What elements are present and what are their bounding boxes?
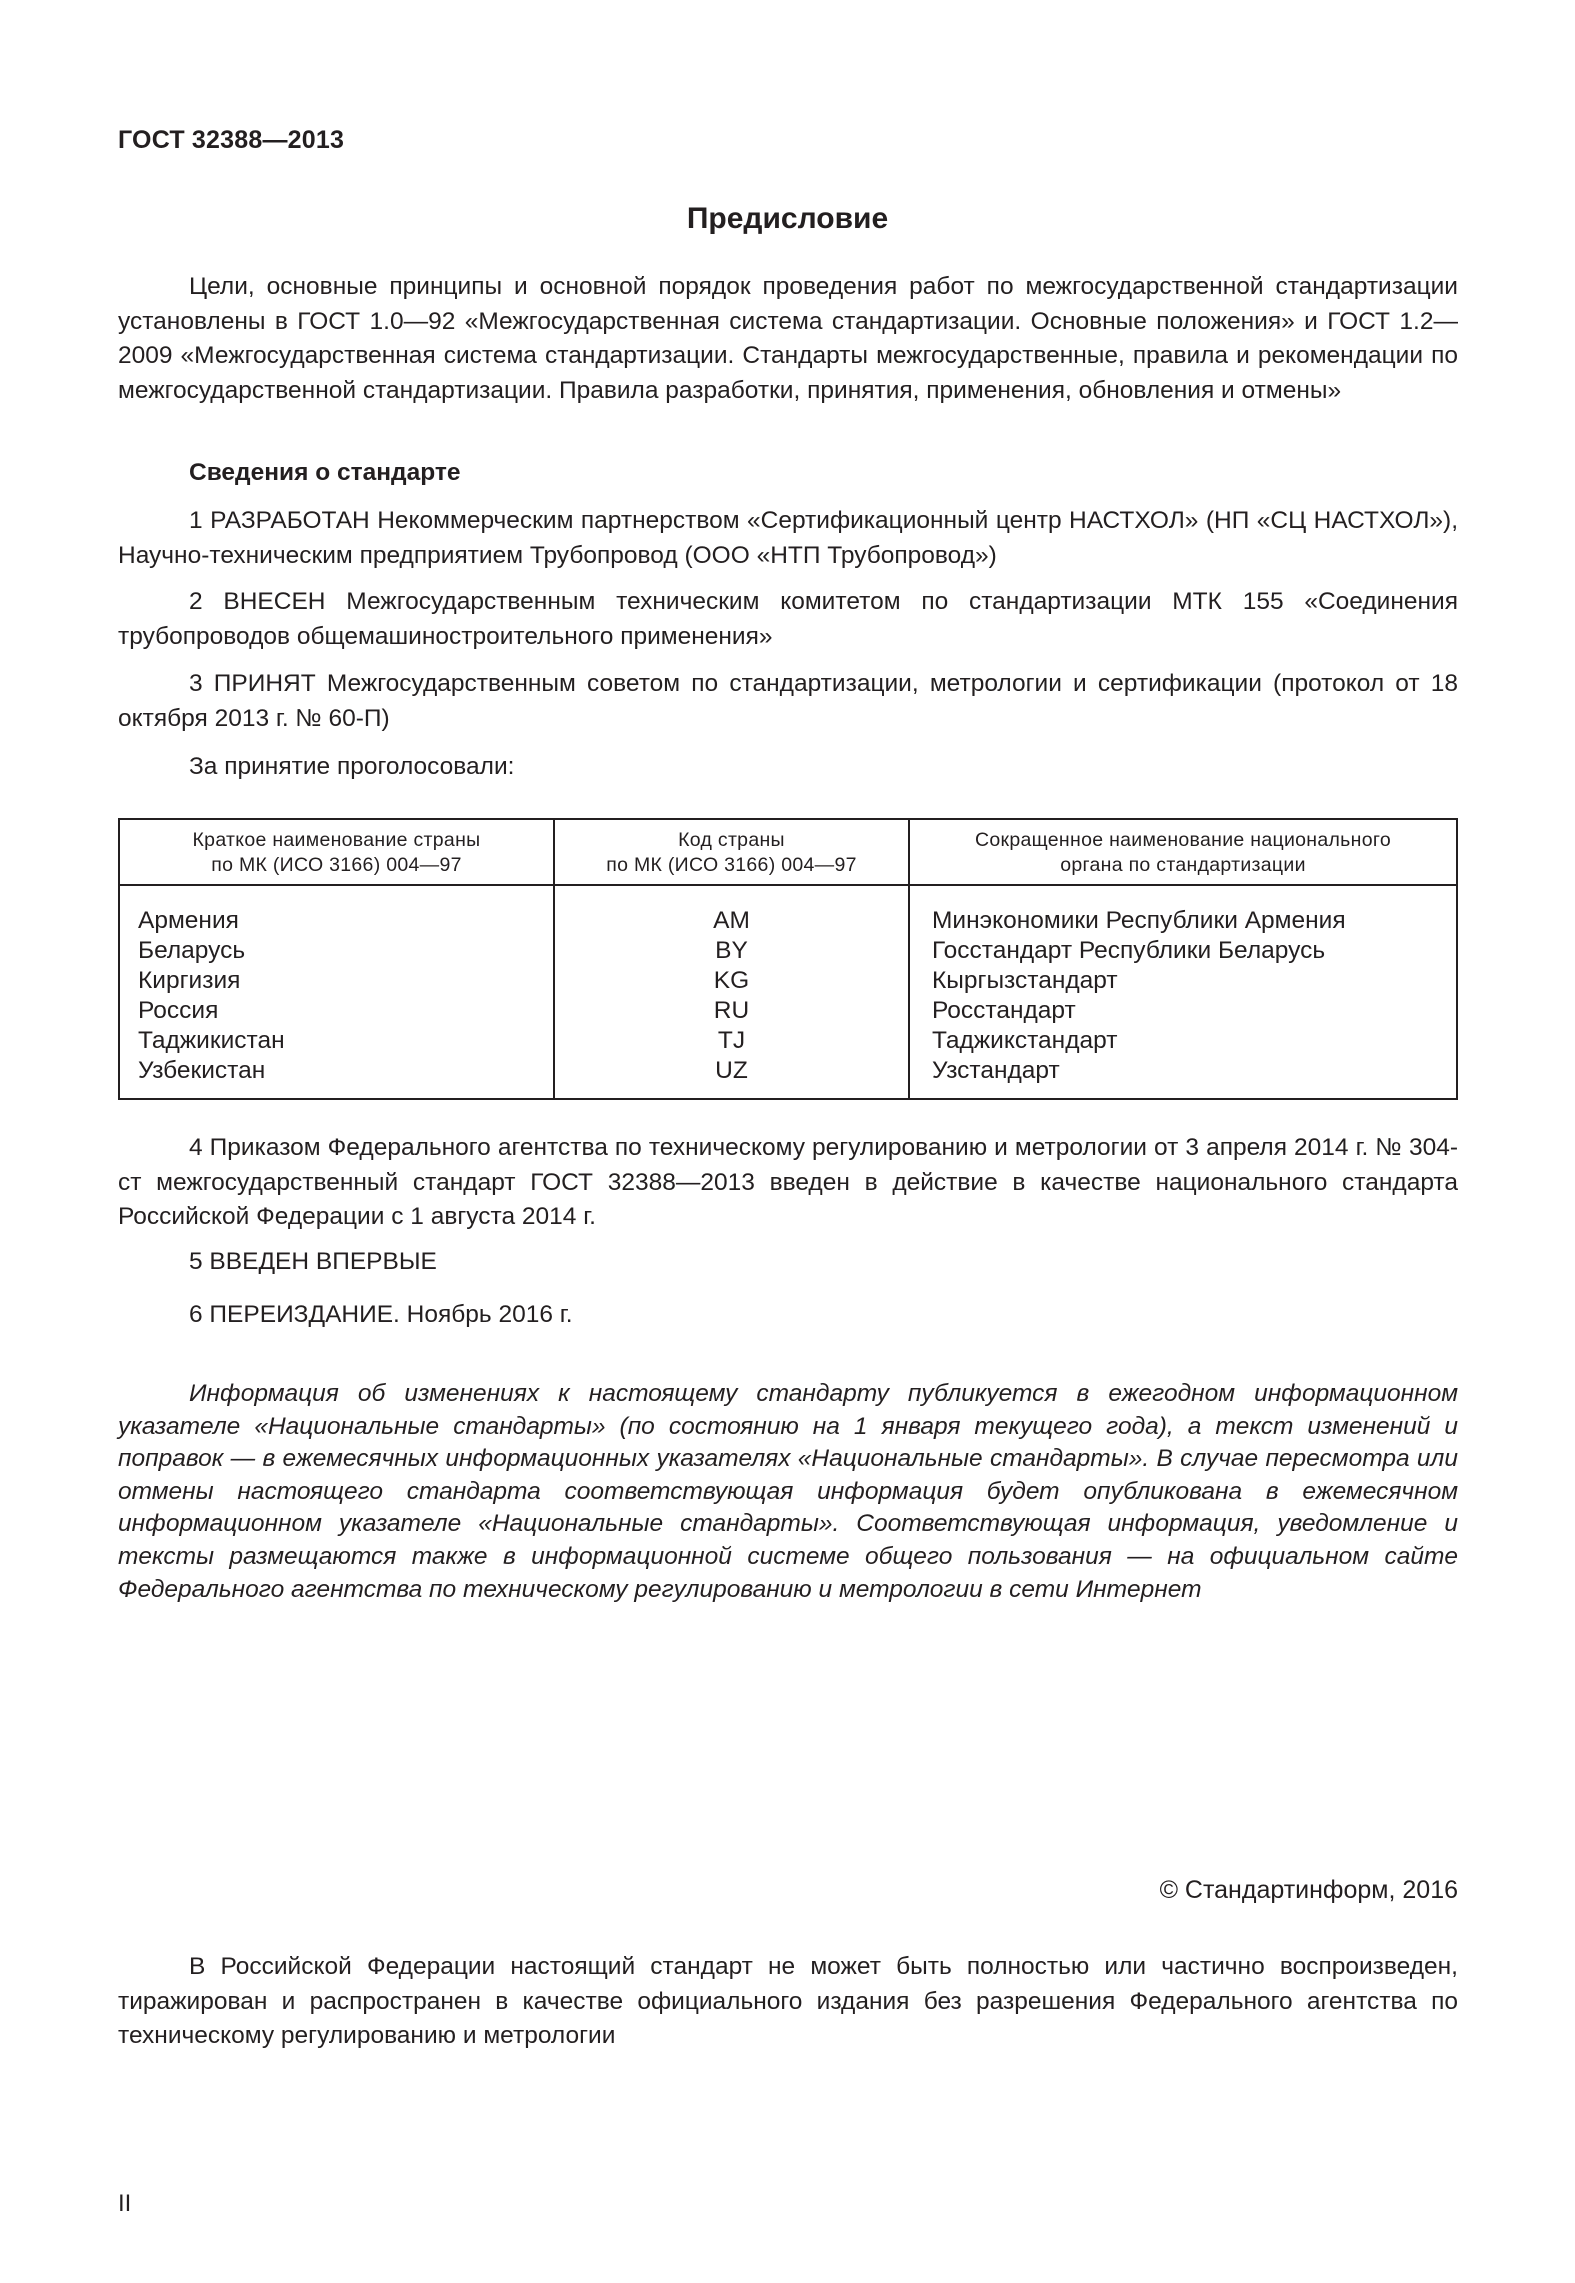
table-cell-country: Россия [138, 997, 219, 1024]
intro-paragraph [118, 270, 1458, 408]
intro-text: Цели, основные принципы и основной порядок проведения работ по межгосударственной стандартизации установлены в ГОСТ 1.0—92 «Межгосударственная система стандартизации. Основные положения» и ГОСТ 1.2—2009 «Межгосударственная система стандартизации. Стандарты межгосударственные, правила и рекомендации по межгосударственной стандартизации. Правила разработки, принятия, применения, обновления и отмены» [118, 273, 1458, 404]
voting-table [118, 818, 1458, 1100]
table-cell-country: Киргизия [138, 967, 241, 994]
table-cell-country: Беларусь [138, 937, 246, 964]
item-1 [118, 504, 1458, 573]
table-cell-code: KG [713, 967, 750, 994]
item-2-text: 2 ВНЕСЕН Межгосударственным техническим комитетом по стандартизации МТК 155 «Соединения трубопроводов общемашиностроительного применения» [118, 588, 1458, 650]
copyright: © Стандартинформ, 2016 [1159, 1876, 1458, 1904]
header-country-name [120, 828, 553, 878]
item-3 [118, 667, 1458, 736]
table-cell-code: RU [713, 997, 750, 1024]
item-2 [118, 585, 1458, 654]
item-5: 5 ВВЕДЕН ВПЕРВЫЕ [189, 1248, 437, 1275]
country-column [138, 906, 285, 1086]
table-cell-body: Росстандарт [932, 997, 1076, 1024]
table-cell-country: Узбекистан [138, 1057, 266, 1084]
item-3-text: 3 ПРИНЯТ Межгосударственным советом по стандартизации, метрологии и сертификации (протокол от 18 октября 2013 г. № 60-П) [118, 670, 1458, 732]
header-country-name-line1: Краткое наименование страны [192, 829, 481, 851]
header-national-body [910, 828, 1456, 878]
header-country-code [555, 828, 908, 878]
vote-intro: За принятие проголосовали: [189, 753, 515, 780]
item-1-text: 1 РАЗРАБОТАН Некоммерческим партнерством «Сертификационный центр НАСТХОЛ» (НП «СЦ НАСТХОЛ»), Научно-техническим предприятием Трубопровод (ООО «НТП Трубопровод») [118, 507, 1458, 569]
body-column [932, 906, 1346, 1086]
section-heading: Сведения о стандарте [189, 459, 461, 486]
table-cell-code: AM [713, 907, 750, 934]
header-country-code-line2: по МК (ИСО 3166) 004—97 [606, 854, 857, 876]
table-cell-code: UZ [715, 1057, 748, 1084]
page-number: II [118, 2190, 132, 2217]
table-cell-code: BY [715, 937, 748, 964]
table-cell-body: Кыргызстандарт [932, 967, 1118, 994]
table-cell-body: Госстандарт Республики Беларусь [932, 937, 1326, 964]
info-note [118, 1378, 1458, 1606]
info-note-text: Информация об изменениях к настоящему стандарту публикуется в ежегодном информационном указателе «Национальные стандарты» (по состоянию на 1 января текущего года), а текст изменений и поправок — в ежемесячных информационных указателях «Национальные стандарты». В случае пересмотра или отмены настоящего стандарта соответствующая информация будет опубликована в ежемесячном информационном указателе «Национальные стандарты». Соответствующая информация, уведомление и тексты размещаются также в информационной системе общего пользования — на официальном сайте Федерального агентства по техническому регулированию и метрологии в сети Интернет [118, 1380, 1458, 1603]
document-code: ГОСТ 32388—2013 [118, 126, 345, 154]
table-cell-body: Минэкономики Республики Армения [932, 907, 1346, 934]
table-cell-country: Таджикистан [138, 1027, 285, 1054]
table-cell-code: TJ [717, 1027, 746, 1054]
rights-note [118, 1950, 1458, 2054]
header-national-body-line1: Сокращенное наименование национального [975, 829, 1391, 851]
code-column [555, 906, 908, 1086]
table-cell-body: Узстандарт [932, 1057, 1060, 1084]
item-4-text: 4 Приказом Федерального агентства по техническому регулированию и метрологии от 3 апреля 2014 г. № 304-ст межгосударственный стандарт ГОСТ 32388—2013 введен в действие в качестве национального стандарта Российской Федерации с 1 августа 2014 г. [118, 1134, 1458, 1230]
header-country-name-line2: по МК (ИСО 3166) 004—97 [211, 854, 462, 876]
item-6: 6 ПЕРЕИЗДАНИЕ. Ноябрь 2016 г. [189, 1301, 573, 1328]
item-4 [118, 1131, 1458, 1235]
header-divider [120, 884, 1456, 886]
rights-note-text: В Российской Федерации настоящий стандарт не может быть полностью или частично воспроизведен, тиражирован и распространен в качестве официального издания без разрешения Федерального агентства по техническому регулированию и метрологии [118, 1953, 1458, 2049]
table-cell-body: Таджикстандарт [932, 1027, 1118, 1054]
table-cell-country: Армения [138, 907, 239, 934]
page-title: Предисловие [686, 202, 889, 235]
header-country-code-line1: Код страны [678, 829, 785, 851]
header-national-body-line2: органа по стандартизации [1060, 854, 1306, 876]
